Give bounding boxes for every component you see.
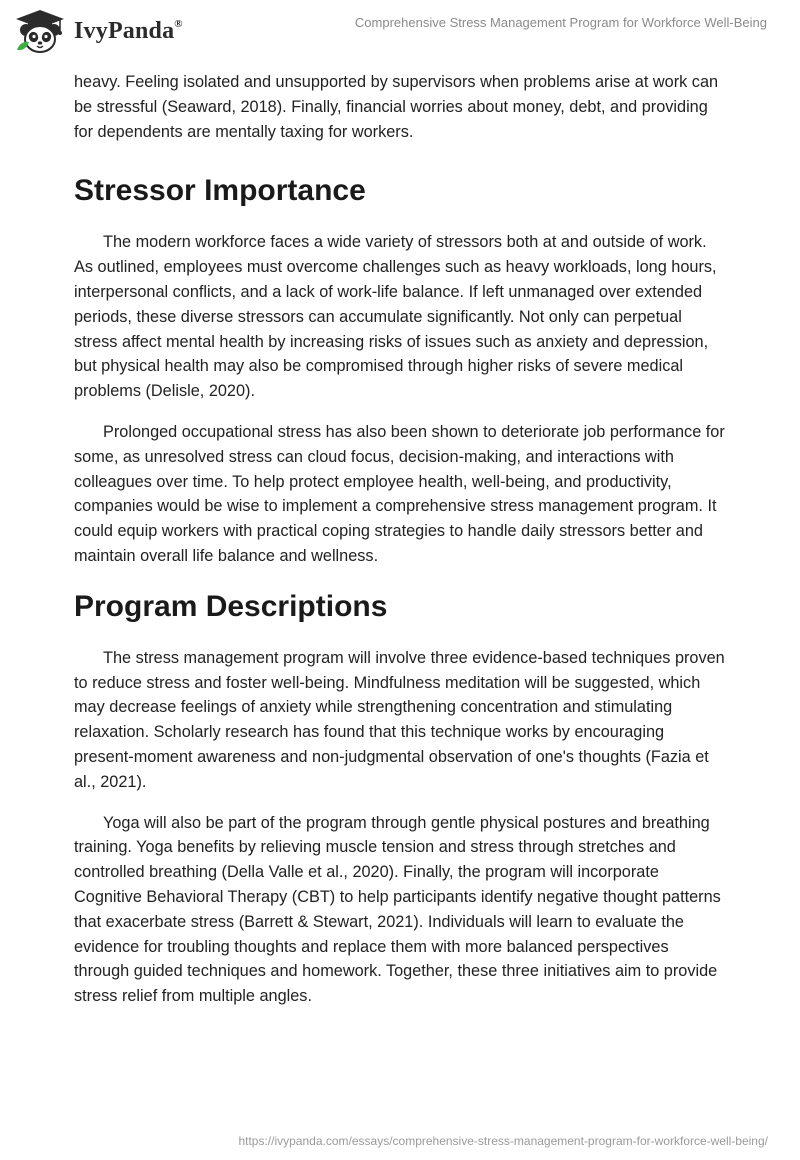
essay-body (74, 70, 726, 1009)
paragraph: Yoga will also be part of the program through gentle physical postures and breathing training. Yoga benefits by relieving muscle tension and stress through stretches and controlled breathing (Della Valle et al., 2020). Finally, the program will incorporate Cognitive Behavioral Therapy (CBT) to help participants identify negative thought patterns that exacerbate stress (Barrett & Stewart, 2021). Individuals will learn to evaluate the evidence for troubling thoughts and replace them with more balanced perspectives through guided techniques and homework. Together, these three initiatives aim to provide stress relief from multiple angles. (74, 813, 721, 1006)
section-heading-program-descriptions: Program Descriptions (74, 589, 388, 623)
registered-mark: ® (174, 17, 183, 30)
page-header (0, 0, 800, 70)
panda-graduate-icon (14, 8, 66, 54)
paragraph-intro: heavy. Feeling isolated and unsupported by supervisors when problems arise at work can be stressful (Seaward, 2018). Finally, financial worries about money, debt, and providing for dependents are mentally taxing for workers. (74, 73, 719, 141)
section-heading-stressor-importance: Stressor Importance (74, 174, 366, 208)
footer-url[interactable]: https://ivypanda.com/essays/comprehensive-stress-management-program-for-workforce-well-being/ (238, 1134, 768, 1148)
brand-name: IvyPanda® (74, 17, 183, 44)
paragraph: The stress management program will involve three evidence-based techniques proven to reduce stress and foster well-being. Mindfulness meditation will be suggested, which may decrease feelings of anxiety while strengthening concentration and stimulating relaxation. Scholarly research has found that this technique works by encouraging present-moment awareness and non-judgmental observation of one's thoughts (Fazia et al., 2021). (74, 648, 725, 791)
document-title: Comprehensive Stress Management Program for Workforce Well-Being (354, 15, 767, 30)
paragraph: Prolonged occupational stress has also been shown to deteriorate job performance for some, as unresolved stress can cloud focus, decision-making, and interactions with colleagues over time. To help protect employee health, well-being, and productivity, companies would be wise to implement a comprehensive stress management program. It could equip workers with practical coping strategies to handle daily stressors better and maintain overall life balance and wellness. (74, 422, 725, 565)
paragraph: The modern workforce faces a wide variety of stressors both at and outside of work. As outlined, employees must overcome challenges such as heavy workloads, long hours, interpersonal conflicts, and a lack of work-life balance. If left unmanaged over extended periods, these diverse stressors can accumulate significantly. Not only can perpetual stress affect mental health by increasing risks of issues such as anxiety and depression, but physical health may also be compromised through higher risks of severe medical problems (Delisle, 2020). (74, 233, 717, 401)
ivypanda-logo[interactable] (14, 8, 183, 54)
